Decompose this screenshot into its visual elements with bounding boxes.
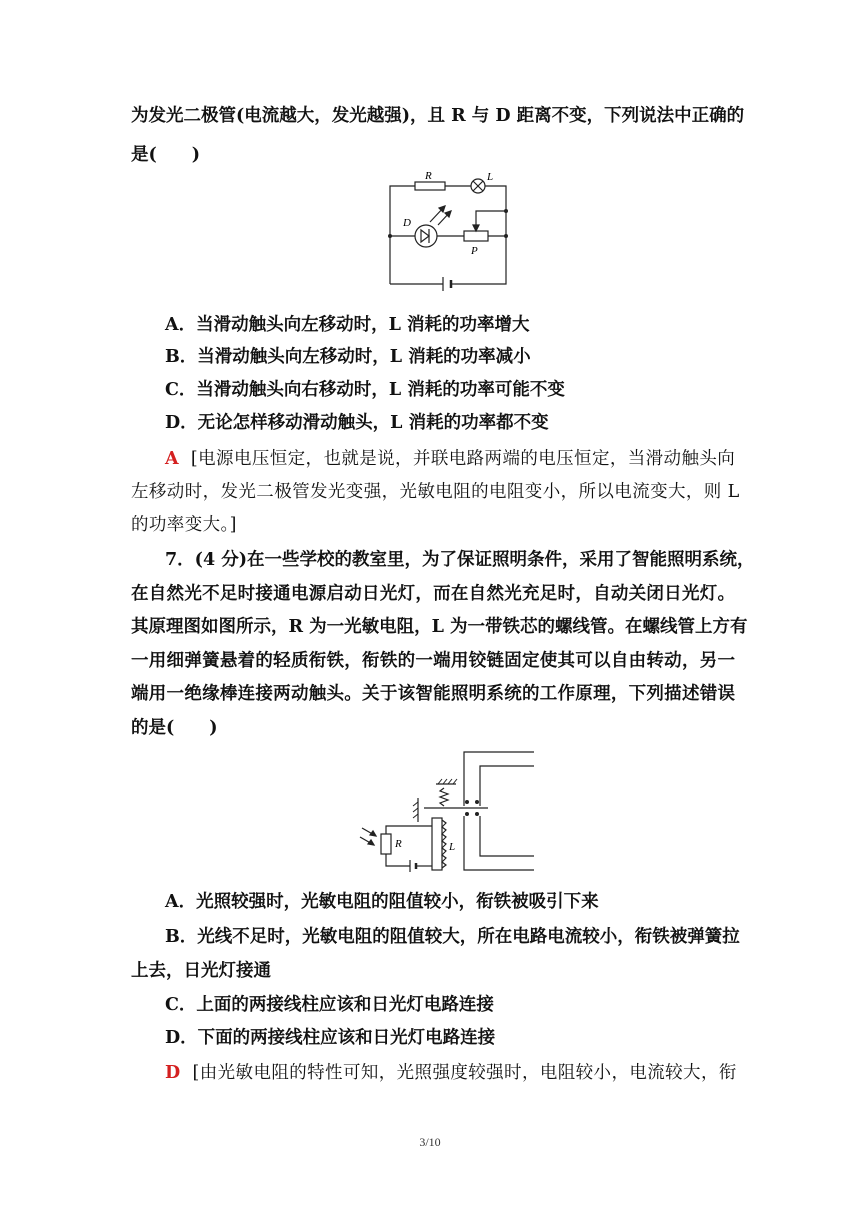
q7-option-a: A．光照较强时，光敏电阻的阻值较小，衔铁被吸引下来 — [165, 892, 599, 912]
q7-stem-5: 端用一绝缘棒连接两动触头。关于该智能照明系统的工作原理，下列描述错误 — [131, 684, 735, 704]
q6-option-d: D．无论怎样移动滑动触头，L 消耗的功率都不变 — [165, 413, 549, 433]
fig1-label-L: L — [487, 171, 494, 183]
q7-option-b-cont: 上去，日光灯接通 — [131, 961, 271, 981]
q6-answer-line-1 — [165, 448, 735, 470]
q7-explanation-1: [由光敏电阻的特性可知，光照强度较强时，电阻较小，电流较大，衔 — [192, 1063, 737, 1083]
q7-option-d: D．下面的两接线柱应该和日光灯电路连接 — [165, 1028, 496, 1048]
q6-explanation-1: [电源电压恒定，也就是说，并联电路两端的电压恒定，当滑动触头向 — [190, 449, 736, 469]
q7-answer-line-1 — [165, 1062, 735, 1084]
q7-stem-3: 其原理图如图所示，R 为一光敏电阻，L 为一带铁芯的螺线管。在螺线管上方有 — [131, 617, 748, 637]
fig1-label-P: P — [471, 245, 478, 257]
q7-stem-6: 的是( ) — [131, 718, 218, 738]
intro-line-2: 是( ) — [131, 145, 201, 165]
q7-option-c: C．上面的两接线柱应该和日光灯电路连接 — [165, 995, 494, 1015]
circuit-figure-1 — [385, 166, 515, 292]
fig2-label-R: R — [395, 838, 402, 850]
fig2-label-L: L — [449, 841, 456, 853]
q7-answer-letter: D — [165, 1063, 181, 1083]
q6-option-c: C．当滑动触头向右移动时，L 消耗的功率可能不变 — [165, 380, 565, 400]
intro-line-1: 为发光二极管(电流越大，发光越强)，且 R 与 D 距离不变，下列说法中正确的 — [131, 106, 745, 126]
q7-stem-1: 7．(4 分)在一些学校的教室里，为了保证照明条件，采用了智能照明系统， — [165, 550, 755, 570]
q7-stem-2: 在自然光不足时接通电源启动日光灯，而在自然光充足时，自动关闭日光灯。 — [131, 584, 735, 604]
q6-explanation-3: 的功率变大。] — [131, 515, 237, 535]
q7-stem-4: 一用细弹簧悬着的轻质衔铁，衔铁的一端用铰链固定使其可以自由转动，另一 — [131, 651, 735, 671]
fig1-label-R: R — [425, 170, 432, 182]
q6-answer-letter: A — [165, 449, 179, 469]
q6-option-a: A．当滑动触头向左移动时，L 消耗的功率增大 — [165, 315, 530, 335]
fig1-label-D: D — [403, 217, 411, 229]
page-number: 3/10 — [419, 1135, 441, 1149]
q6-explanation-2: 左移动时，发光二极管发光变强，光敏电阻的电阻变小，所以电流变大，则 L — [131, 482, 740, 502]
q7-option-b: B．光线不足时，光敏电阻的阻值较大，所在电路电流较小，衔铁被弹簧拉 — [165, 927, 740, 947]
relay-figure-2 — [356, 748, 538, 876]
q6-option-b: B．当滑动触头向左移动时，L 消耗的功率减小 — [165, 347, 531, 367]
